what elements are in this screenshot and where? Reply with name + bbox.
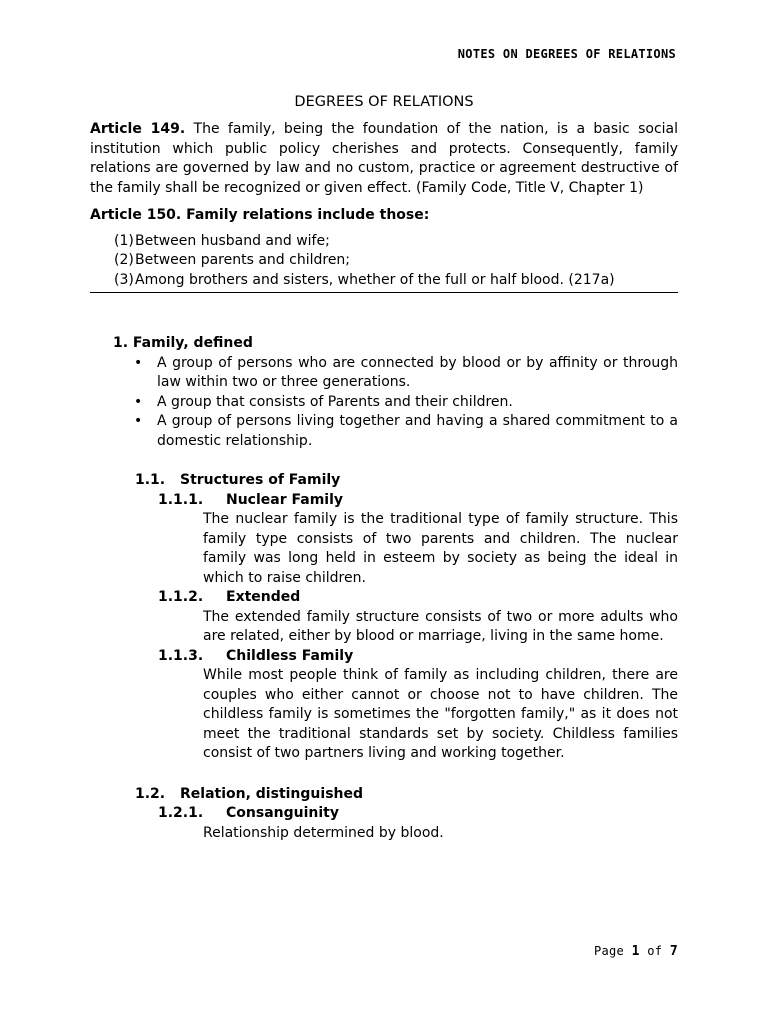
subsubsection-heading: [90, 491, 678, 511]
definition-bullets: [90, 354, 678, 452]
subsubsection-heading: [90, 588, 678, 608]
subsubsection-body: Relationship determined by blood.: [203, 824, 444, 841]
subsection-heading: [90, 785, 678, 805]
list-item-text: A group that consists of Parents and their children.: [157, 393, 513, 410]
section-heading: 1. Family, defined: [113, 335, 253, 351]
document-content: [90, 92, 678, 843]
subsubsection-number: 1.1.1.: [158, 491, 204, 508]
list-item-text: A group of persons living together and having a shared commitment to a domestic relationship.: [157, 413, 678, 449]
list-item: [90, 251, 678, 271]
subsubsection-heading: [90, 804, 678, 824]
subsubsection-body: The extended family structure consists of two or more adults who are related, either by blood or marriage, living in the same home.: [203, 608, 678, 644]
subsubsection-title: Extended: [226, 589, 301, 605]
list-item: [90, 412, 678, 451]
list-item-number: (2): [114, 252, 134, 268]
subsubsection-number: 1.1.3.: [158, 647, 204, 664]
article-150-heading: Article 150. Family relations include those:: [90, 207, 430, 223]
list-item-number: (3): [114, 271, 134, 288]
article-150-list: [90, 232, 678, 294]
bullet-icon: •: [134, 393, 143, 410]
page-footer: [594, 942, 678, 962]
page-total: 7: [669, 944, 678, 959]
subsubsection-title: Nuclear Family: [226, 491, 344, 508]
list-item: [90, 271, 678, 291]
subsubsection-number: 1.1.2.: [158, 589, 204, 605]
subsubsection-number: 1.2.1.: [158, 805, 204, 821]
list-item-text: Between husband and wife;: [135, 232, 330, 249]
bullet-icon: •: [134, 413, 143, 429]
of-word: of: [647, 944, 663, 958]
section-family-defined: [90, 334, 678, 843]
subsection-title: Structures of Family: [180, 472, 341, 488]
subsubsection-heading: [90, 647, 678, 667]
document-title: DEGREES OF RELATIONS: [294, 94, 474, 110]
subsubsection-title: Consanguinity: [226, 805, 339, 821]
subsection-number: 1.2.: [135, 785, 166, 802]
bullet-icon: •: [134, 354, 143, 371]
subsection-title: Relation, distinguished: [180, 785, 364, 802]
list-item-text: A group of persons who are connected by blood or by affinity or through law within two or three generations.: [157, 354, 678, 390]
subsubsection-title: Childless Family: [226, 647, 354, 664]
subsection-heading: [90, 471, 678, 491]
list-item-number: (1): [114, 232, 134, 249]
list-item-text: Among brothers and sisters, whether of the full or half blood. (217a): [135, 271, 615, 288]
article-149-text: The family, being the foundation of the nation, is a basic social institution which public policy cherishes and protects. Consequently, family relations are governed by law and no custom, practice or agreement destructive of the family shall be recognized or given effect. (Family Code, Title V, Chapter 1): [90, 121, 678, 196]
list-item: [90, 232, 678, 252]
subsection-number: 1.1.: [135, 472, 166, 488]
list-item-text: Between parents and children;: [135, 252, 351, 268]
subsubsection-body: The nuclear family is the traditional type of family structure. This family type consists of two parents and children. The nuclear family was long held in esteem by society as being the ideal in which to raise children.: [203, 511, 678, 586]
article-149: [90, 120, 678, 198]
subsubsection-body: While most people think of family as including children, there are couples who either cannot or choose not to have children. The childless family is sometimes the "forgotten family," as it does not meet the traditional standards set by society. Childless families consist of two partners living and working together.: [203, 667, 678, 761]
running-header: NOTES ON DEGREES OF RELATIONS: [457, 47, 676, 61]
list-item: [90, 354, 678, 393]
page-number: 1: [631, 944, 640, 959]
article-149-label: Article 149.: [90, 121, 186, 137]
page-word: Page: [593, 944, 625, 958]
list-item: [90, 393, 678, 413]
